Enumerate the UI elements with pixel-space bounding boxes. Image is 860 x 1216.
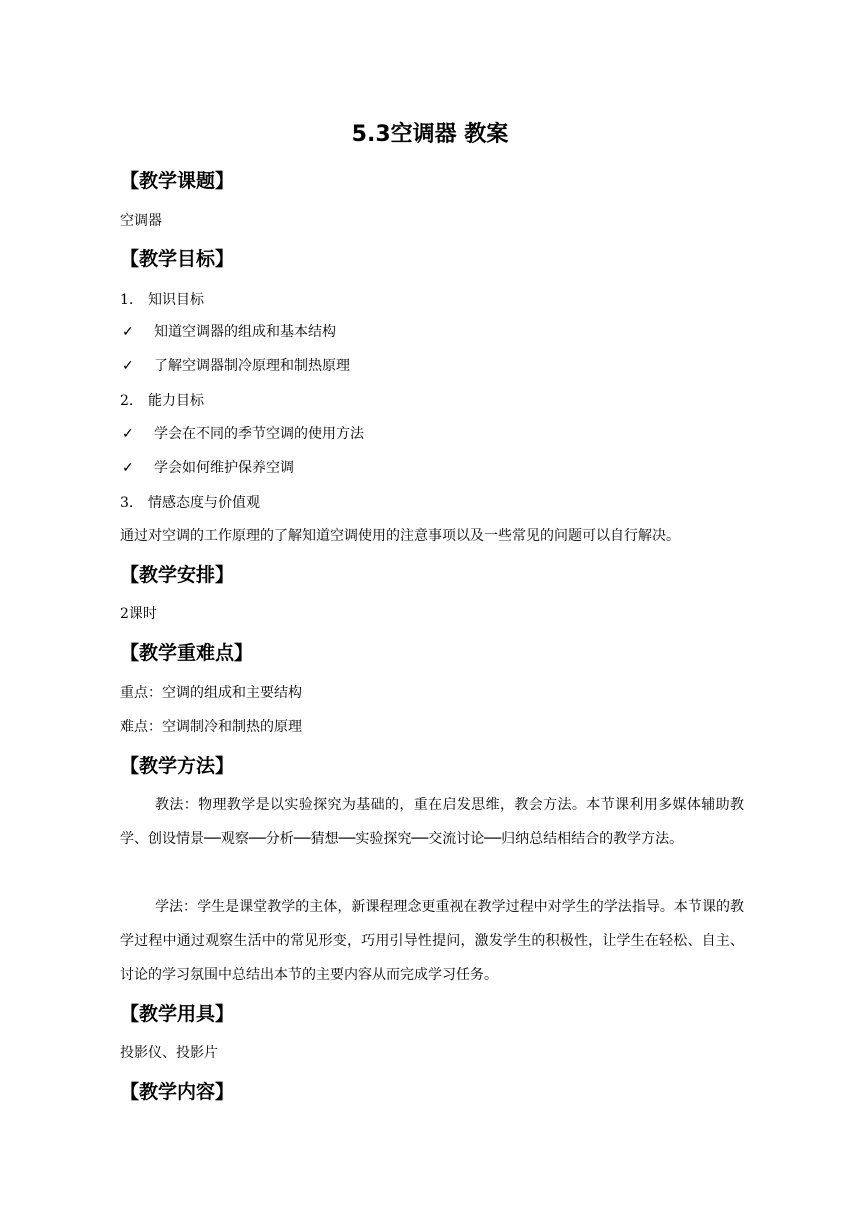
goal-3-number: 3. — [120, 495, 134, 511]
goal-2-label: 能力目标 — [148, 393, 204, 409]
goal-1-item-text: 了解空调器制冷原理和制热原理 — [154, 358, 350, 374]
heading-topic: 【教学课题】 — [120, 170, 235, 192]
heading-schedule: 【教学安排】 — [120, 564, 235, 586]
goal-1-number: 1. — [120, 292, 134, 308]
heading-methods: 【教学方法】 — [120, 755, 235, 777]
goal-2-item-text: 学会如何维护保养空调 — [154, 460, 294, 476]
schedule-text: 2课时 — [120, 606, 157, 622]
goal-3-text: 通过对空调的工作原理的了解知道空调使用的注意事项以及一些常见的问题可以自行解决。 — [120, 528, 680, 544]
goal-2 — [120, 390, 204, 412]
check-icon: ✓ — [122, 324, 134, 340]
check-icon: ✓ — [122, 426, 134, 442]
goal-1-label: 知识目标 — [148, 292, 204, 308]
check-icon: ✓ — [122, 460, 134, 476]
heading-tools: 【教学用具】 — [120, 1003, 235, 1025]
difficult-point-text: 难点：空调制冷和制热的原理 — [120, 719, 302, 735]
document-title: 5.3空调器 教案 — [351, 122, 509, 147]
key-point-text: 重点：空调的组成和主要结构 — [120, 685, 302, 701]
check-icon: ✓ — [122, 358, 134, 374]
teaching-method-paragraph: 教法：物理教学是以实验探究为基础的，重在启发思维，教会方法。本节课利用多媒体辅助教学、创设情景──观察──分析──猜想──实验探究──交流讨论──归纳总结相结合的教学方法。 — [120, 797, 744, 847]
goal-2-item — [122, 423, 364, 445]
goal-2-item-text: 学会在不同的季节空调的使用方法 — [154, 426, 364, 442]
goal-3-label: 情感态度与价值观 — [148, 495, 260, 511]
goal-1 — [120, 289, 204, 311]
goal-1-item — [122, 321, 336, 343]
heading-goals: 【教学目标】 — [120, 248, 235, 270]
goal-3 — [120, 492, 260, 514]
heading-content: 【教学内容】 — [120, 1081, 235, 1103]
goal-2-item — [122, 457, 294, 479]
goal-1-item-text: 知道空调器的组成和基本结构 — [154, 324, 336, 340]
learning-method-paragraph: 学法：学生是课堂教学的主体，新课程理念更重视在教学过程中对学生的学法指导。本节课的教学过程中通过观察生活中的常见形变，巧用引导性提问，激发学生的积极性，让学生在轻松、自主、讨论的学习氛围中总结出本节的主要内容从而完成学习任务。 — [120, 899, 744, 983]
goal-2-number: 2. — [120, 393, 134, 409]
goal-1-item — [122, 355, 350, 377]
heading-key-points: 【教学重难点】 — [120, 642, 254, 664]
tools-text: 投影仪、投影片 — [120, 1045, 218, 1061]
topic-text: 空调器 — [120, 213, 162, 229]
